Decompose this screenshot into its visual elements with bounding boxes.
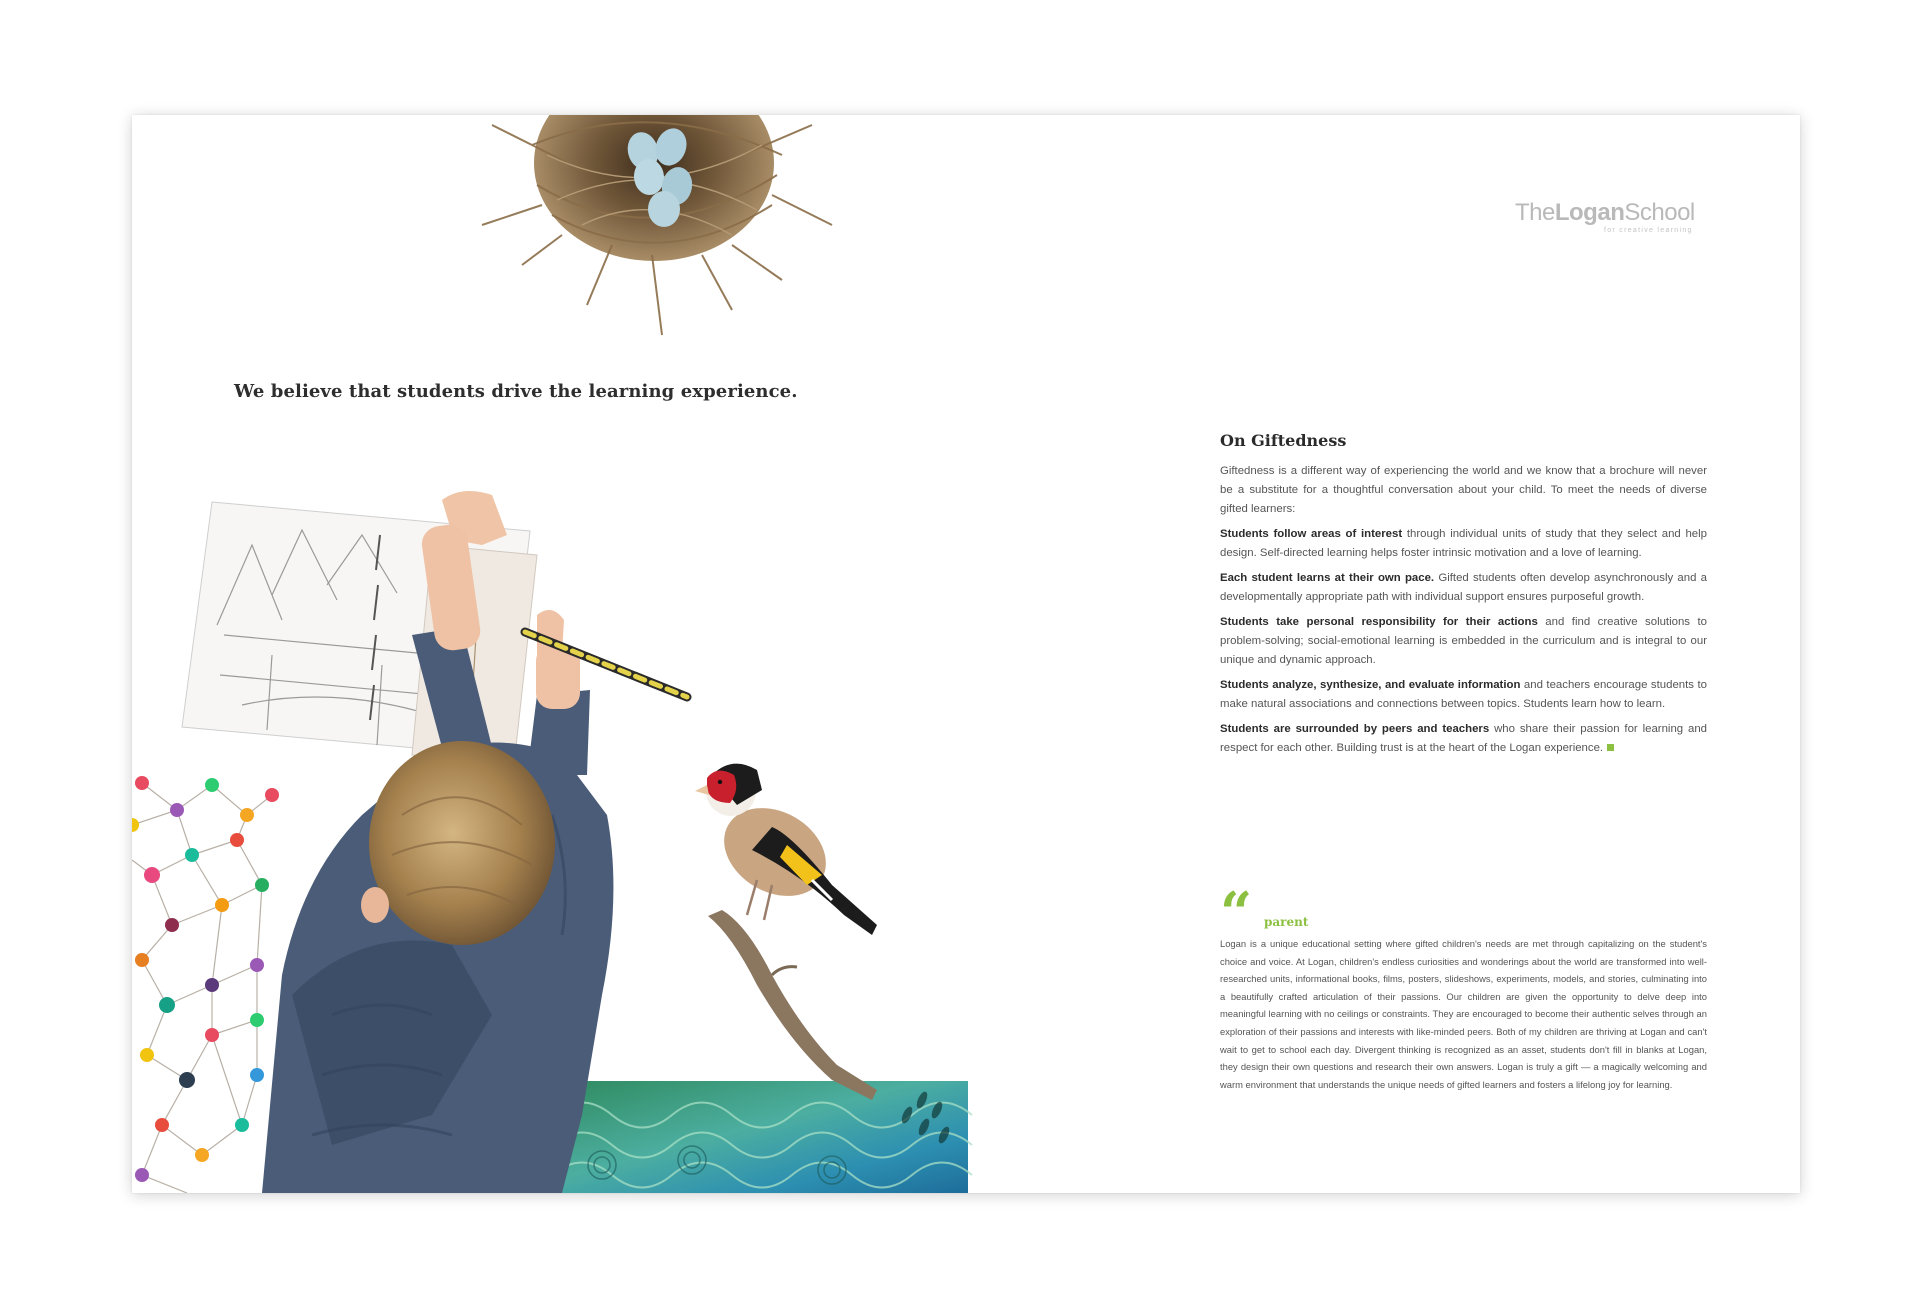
goldfinch-image <box>695 764 877 1100</box>
giftedness-intro: Giftedness is a different way of experiencing the world and we know that a brochure will never be a substitute for a thoughtful conversation about your child. To meet the needs of diverse gifted learners: <box>1220 465 1707 515</box>
bird-nest-image <box>482 115 832 335</box>
giftedness-section <box>1220 431 1707 764</box>
giftedness-point <box>1220 613 1707 670</box>
parent-testimonial <box>1220 880 1707 1093</box>
school-logo <box>1515 201 1695 234</box>
logo-tagline: for creative learning <box>1603 227 1693 234</box>
brochure-spread <box>132 115 1800 1193</box>
point-text: through individual units of study that they select and help design. Self-directed learning helps foster intrinsic motivation and a love of learning. <box>1220 528 1707 559</box>
logo-school: School <box>1624 199 1695 226</box>
quotation-mark-icon: “ <box>1220 880 1253 946</box>
network-pattern-image <box>132 776 279 1193</box>
giftedness-point <box>1220 676 1707 714</box>
end-mark-icon <box>1607 744 1614 751</box>
quote-text: Logan is a unique educational setting where gifted children's needs are met through capitalizing on the student's choice and voice. At Logan, children's endless curiosities and wonderings about the world are transformed into well-researched units, informational books, films, posters, slideshows, experiments, models, and stories, culminating into a beautifully crafted articulation of their passions. Our children are given the opportunity to delve deep into meaningful learning with no ceilings or constraints. They are encouraged to become their authentic selves through an exploration of their passions and interests with like-minded peers. Both of my children are thriving at Logan and can't wait to get to school each day. Divergent thinking is recognized as an asset, students don't fill in blanks at Logan, they design their own questions and research their own answers. Logan is truly a gift — a magically welcoming and warm environment that understands the unique needs of gifted learners and fosters a lifelong joy for learning. <box>1220 938 1707 1090</box>
tagline-heading: We believe that students drive the learning experience. <box>234 381 798 402</box>
point-text: who share their passion for learning and respect for each other. Building trust is at the heart of the Logan experience. <box>1220 723 1707 754</box>
point-lead: Each student learns at their own pace. <box>1220 572 1435 584</box>
giftedness-point <box>1220 569 1707 607</box>
point-text: and teachers encourage students to make natural associations and connections between topics. Students learn how to learn. <box>1220 679 1707 710</box>
giftedness-point <box>1220 720 1707 758</box>
point-text: and find creative solutions to problem-solving; social-emotional learning is embedded in the curriculum and is integral to our unique and dynamic approach. <box>1220 616 1707 666</box>
point-lead: Students are surrounded by peers and teachers <box>1220 723 1490 735</box>
point-lead: Students analyze, synthesize, and evaluate information <box>1220 679 1521 691</box>
point-lead: Students follow areas of interest <box>1220 528 1403 540</box>
giftedness-heading: On Giftedness <box>1220 431 1347 450</box>
point-text: Gifted students often develop asynchronously and a developmentally appropriate path with individual support ensures purposeful growth. <box>1220 572 1707 603</box>
point-lead: Students take personal responsibility for their actions <box>1220 616 1538 628</box>
giftedness-point <box>1220 525 1707 563</box>
quote-attribution: parent <box>1264 915 1309 929</box>
logo-the: The <box>1515 199 1555 226</box>
logo-logan: Logan <box>1554 199 1625 226</box>
painted-fabric-image <box>547 1081 972 1193</box>
